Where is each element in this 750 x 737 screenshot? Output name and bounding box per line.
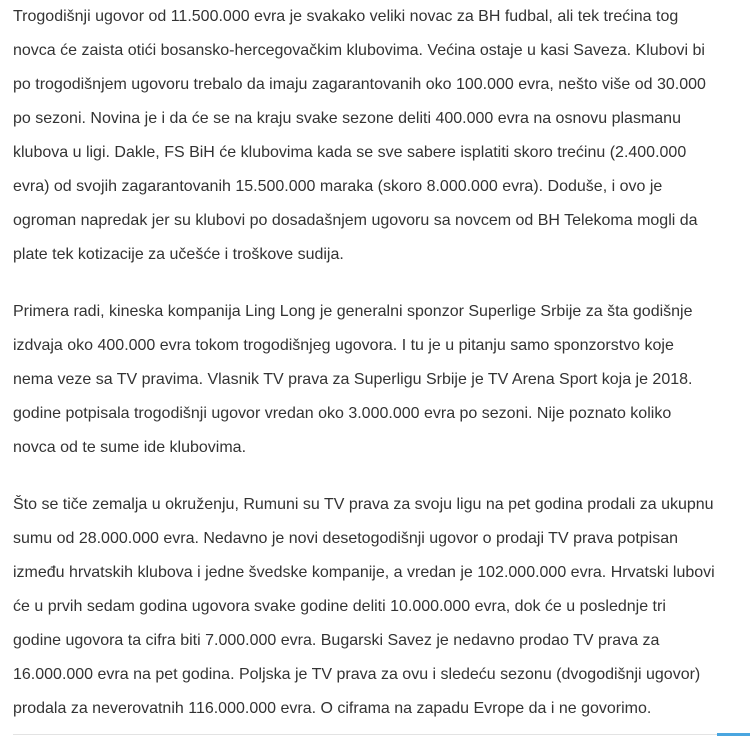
paragraph-line: Primera radi, kineska kompanija Ling Long je generalni sponzor Superlige Srbije za šta godišnje (13, 303, 693, 320)
bottom-divider (13, 734, 717, 735)
paragraph-line: sumu od 28.000.000 evra. Nedavno je novi desetogodišnji ugovor o prodaji TV prava potpisan (13, 530, 679, 547)
paragraph-line: po trogodišnjem ugovoru trebalo da imaju zagarantovanih oko 100.000 evra, nešto više od 30.000 (13, 76, 706, 93)
paragraph-line: plate tek kotizacije za učešće i troškove sudija. (13, 246, 344, 263)
paragraph-region-comparison (13, 488, 750, 726)
paragraph-line: izdvaja oko 400.000 evra tokom trogodišnjeg ugovora. I tu je u pitanju samo sponzorstvo koje (13, 337, 674, 354)
bottom-accent-bar (717, 733, 750, 736)
article-body (13, 0, 750, 726)
paragraph-line: Trogodišnji ugovor od 11.500.000 evra je svakako veliki novac za BH fudbal, ali tek trećina tog (13, 8, 679, 25)
paragraph-line: Što se tiče zemalja u okruženju, Rumuni su TV prava za svoju ligu na pet godina prodali za ukupnu (13, 496, 714, 513)
paragraph-line: godine potpisala trogodišnji ugovor vredan oko 3.000.000 evra po sezoni. Nije poznato koliko (13, 405, 672, 422)
paragraph-line: prodala za neverovatnih 116.000.000 evra. O ciframa na zapadu Evrope da i ne govorimo. (13, 700, 652, 717)
paragraph-line: evra) od svojih zagarantovanih 15.500.000 maraka (skoro 8.000.000 evra). Doduše, i ovo je (13, 178, 663, 195)
paragraph-bh-contract (13, 0, 750, 272)
paragraph-line: nema veze sa TV pravima. Vlasnik TV prava za Superligu Srbije je TV Arena Sport koja je 2018. (13, 371, 693, 388)
paragraph-line: novca od te sume ide klubovima. (13, 439, 247, 456)
paragraph-line: između hrvatskih klubova i jedne švedske kompanije, a vredan je 102.000.000 evra. Hrvatski lubovi (13, 564, 715, 581)
paragraph-line: klubova u ligi. Dakle, FS BiH će klubovima kada se sve sabere isplatiti skoro trećinu (2.400.000 (13, 144, 687, 161)
paragraph-serbia-superliga (13, 295, 750, 465)
paragraph-line: će u prvih sedam godina ugovora svake godine deliti 10.000.000 evra, dok će u poslednje tri (13, 598, 666, 615)
paragraph-line: godine ugovora ta cifra biti 7.000.000 evra. Bugarski Savez je nedavno prodao TV prava za (13, 632, 660, 649)
paragraph-line: 16.000.000 evra na pet godina. Poljska je TV prava za ovu i sledeću sezonu (dvogodišnji ugovor) (13, 666, 701, 683)
paragraph-line: po sezoni. Novina je i da će se na kraju svake sezone deliti 400.000 evra na osnovu plasmanu (13, 110, 681, 127)
paragraph-line: novca će zaista otići bosansko-hercegovačkim klubovima. Većina ostaje u kasi Saveza. Klubovi bi (13, 42, 705, 59)
paragraph-line: ogroman napredak jer su klubovi po dosadašnjem ugovoru sa novcem od BH Telekoma mogli da (13, 212, 698, 229)
